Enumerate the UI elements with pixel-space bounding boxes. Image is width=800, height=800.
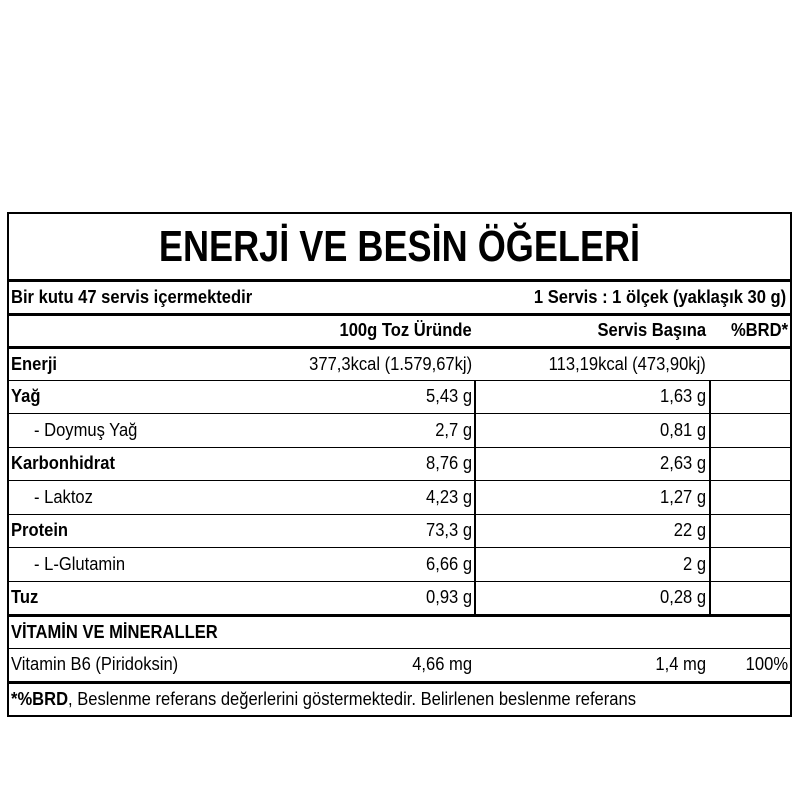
row-value-100g: 4,66 mg xyxy=(412,654,472,675)
footnote-text: , Beslenme referans değerlerini göstermektedir. Belirlenen beslenme referans xyxy=(68,688,636,709)
table-row-energy xyxy=(9,346,790,380)
row-label: Karbonhidrat xyxy=(11,453,115,474)
column-divider xyxy=(709,381,711,615)
row-value-serving: 2,63 g xyxy=(659,453,706,474)
row-value-100g: 4,23 g xyxy=(425,486,472,507)
table-row-fat xyxy=(9,380,790,414)
nutrition-table xyxy=(7,212,792,717)
row-value-100g: 8,76 g xyxy=(425,453,472,474)
header-brd: %BRD* xyxy=(730,320,788,341)
footnote-marker: *%BRD xyxy=(11,688,69,709)
row-label: - L-Glutamin xyxy=(34,553,126,574)
footnote-row xyxy=(9,681,790,715)
row-value-serving: 113,19kcal (473,90kj) xyxy=(548,353,706,374)
column-header-row xyxy=(9,313,790,347)
table-title: ENERJİ VE BESİN ÖĞELERİ xyxy=(158,222,641,271)
serving-size: 1 Servis : 1 ölçek (yaklaşık 30 g) xyxy=(533,286,786,307)
row-value-100g: 73,3 g xyxy=(425,520,472,541)
header-per-100g: 100g Toz Üründe xyxy=(339,320,472,341)
row-label: Vitamin B6 (Piridoksin) xyxy=(11,654,179,675)
row-label: Yağ xyxy=(11,386,41,407)
column-divider xyxy=(474,381,476,615)
row-value-serving: 2 g xyxy=(682,553,706,574)
row-value-serving: 0,81 g xyxy=(659,419,706,440)
row-value-100g: 5,43 g xyxy=(425,386,472,407)
row-value-serving: 1,4 mg xyxy=(655,654,706,675)
table-row-salt xyxy=(9,581,790,615)
row-value-serving: 22 g xyxy=(673,520,706,541)
serving-info-row xyxy=(9,279,790,313)
row-label: - Doymuş Yağ xyxy=(34,419,138,440)
row-value-brd: 100% xyxy=(745,654,788,675)
table-row-protein xyxy=(9,514,790,548)
table-row-l-glutamine xyxy=(9,547,790,581)
row-label: Enerji xyxy=(11,353,58,374)
table-row-saturated-fat xyxy=(9,413,790,447)
row-value-serving: 1,63 g xyxy=(659,386,706,407)
servings-per-container: Bir kutu 47 servis içermektedir xyxy=(11,286,253,307)
row-label: Tuz xyxy=(11,587,39,608)
section-header-vitamins xyxy=(9,614,790,648)
row-value-100g: 2,7 g xyxy=(435,419,472,440)
row-label: - Laktoz xyxy=(34,486,93,507)
header-per-serving: Servis Başına xyxy=(597,320,706,341)
row-value-100g: 0,93 g xyxy=(425,587,472,608)
row-value-serving: 0,28 g xyxy=(659,587,706,608)
row-value-100g: 377,3kcal (1.579,67kj) xyxy=(309,353,472,374)
row-value-100g: 6,66 g xyxy=(425,553,472,574)
table-row-vitamin-b6 xyxy=(9,648,790,682)
table-row-lactose xyxy=(9,480,790,514)
row-label: Protein xyxy=(11,520,69,541)
section-title: VİTAMİN VE MİNERALLER xyxy=(11,621,218,642)
table-row-carbohydrate xyxy=(9,447,790,481)
row-value-serving: 1,27 g xyxy=(659,486,706,507)
